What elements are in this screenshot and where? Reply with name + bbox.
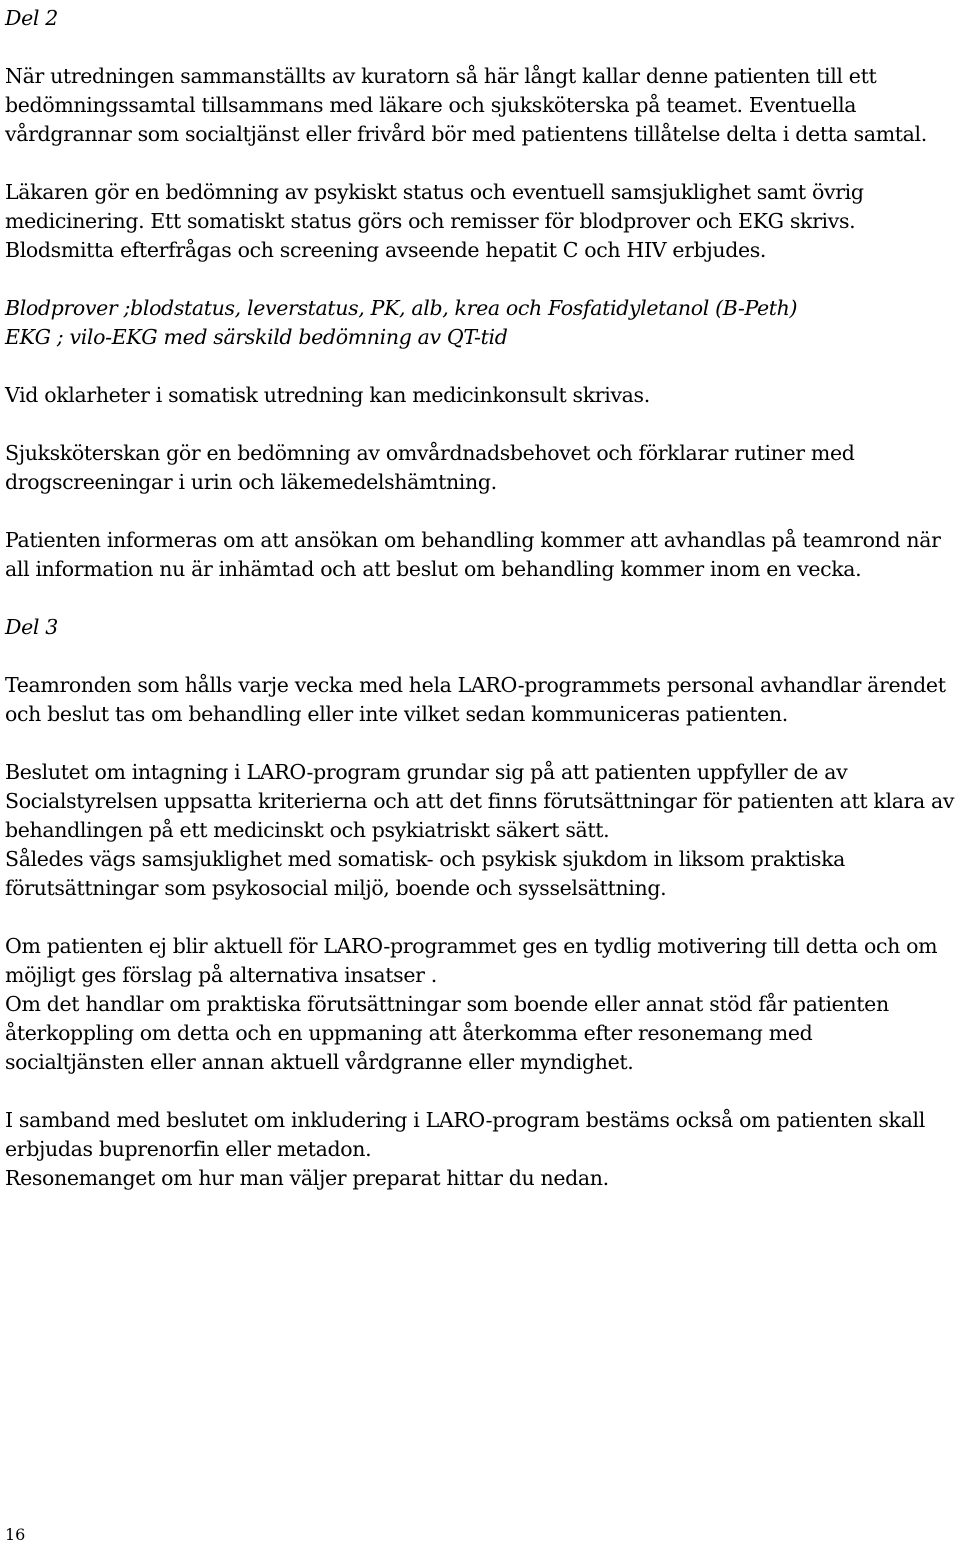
paragraph-buprenorphine-methadone: I samband med beslutet om inkludering i LARO-program bestäms också om patienten skall erbjudas buprenorfin eller metadon. xyxy=(5,1108,925,1161)
blood-test-line: Blodprover ;blodstatus, leverstatus, PK, alb, krea och Fosfatidyletanol (B-Peth) xyxy=(5,296,798,320)
document-body xyxy=(5,4,955,1222)
paragraph-nurse-assessment: Sjuksköterskan gör en bedömning av omvårdnadsbehovet och förklarar rutiner med drogscreeningar i urin och läkemedelshämtning. xyxy=(5,441,855,494)
page-number: 16 xyxy=(5,1525,26,1544)
block-medication-choice xyxy=(5,1106,955,1193)
paragraph-practical-conditions: Om det handlar om praktiska förutsättningar som boende eller annat stöd får patienten återkoppling om detta och en uppmaning att återkomma efter resonemang med socialtjänsten eller annan aktuell vårdgranne eller myndighet. xyxy=(5,992,889,1074)
blood-test-ekg-list xyxy=(5,294,955,352)
paragraph-doctor-assessment: Läkaren gör en bedömning av psykiskt status och eventuell samsjuklighet samt övrig medicinering. Ett somatiskt status görs och remisser för blodprover och EKG skrivs. Blodsmitta efterfrågas och screening avseende hepatit C och HIV erbjudes. xyxy=(5,180,864,262)
paragraph-reasoning-below: Resonemanget om hur man väljer preparat hittar du nedan. xyxy=(5,1166,609,1190)
section-heading-del-3: Del 3 xyxy=(5,615,58,639)
paragraph-patient-informed: Patienten informeras om att ansökan om behandling kommer att avhandlas på teamrond när all information nu är inhämtad och att beslut om behandling kommer inom en vecka. xyxy=(5,528,941,581)
paragraph-admission-criteria: Beslutet om intagning i LARO-program grundar sig på att patienten uppfyller de av Socialstyrelsen uppsatta kriterierna och att det finns förutsättningar för patienten att klara av behandlingen på ett medicinskt och psykiatriskt säkert sätt. xyxy=(5,760,955,842)
block-not-eligible xyxy=(5,932,955,1077)
section-heading-del-2: Del 2 xyxy=(5,6,58,30)
block-admission-decision xyxy=(5,758,955,903)
ekg-line: EKG ; vilo-EKG med särskild bedömning av QT-tid xyxy=(5,325,508,349)
paragraph-team-round: Teamronden som hålls varje vecka med hela LARO-programmets personal avhandlar ärendet och beslut tas om behandling eller inte vilket sedan kommuniceras patienten. xyxy=(5,673,946,726)
paragraph-comorbidity: Således vägs samsjuklighet med somatisk- och psykisk sjukdom in liksom praktiska förutsättningar som psykosocial miljö, boende och sysselsättning. xyxy=(5,847,846,900)
paragraph-not-eligible: Om patienten ej blir aktuell för LARO-programmet ges en tydlig motivering till detta och om möjligt ges förslag på alternativa insatser . xyxy=(5,934,938,987)
paragraph-intro: När utredningen sammanställts av kuratorn så här långt kallar denne patienten till ett bedömningssamtal tillsammans med läkare och sjuksköterska på teamet. Eventuella vårdgrannar som socialtjänst eller frivård bör med patientens tillåtelse delta i detta samtal. xyxy=(5,64,927,146)
paragraph-medical-consult: Vid oklarheter i somatisk utredning kan medicinkonsult skrivas. xyxy=(5,383,650,407)
